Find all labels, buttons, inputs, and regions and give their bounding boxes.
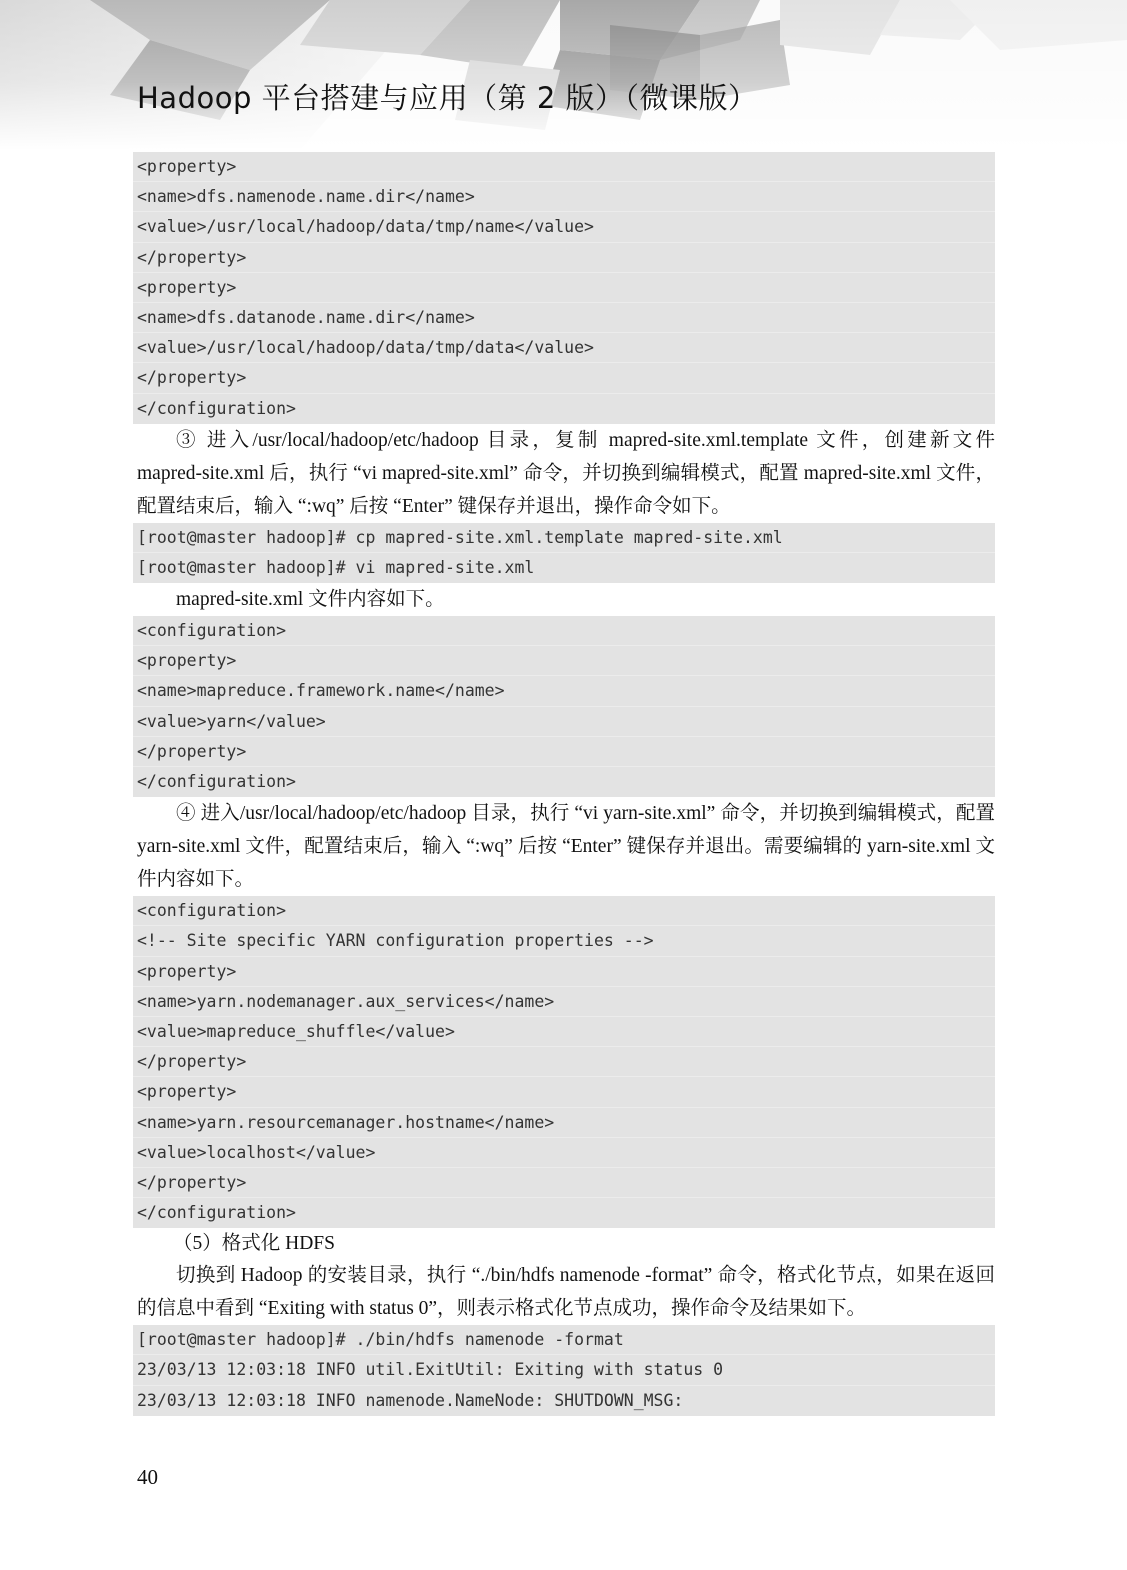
code-line: </property> — [133, 243, 995, 273]
code-line: <value>yarn</value> — [133, 707, 995, 737]
section-heading-format-hdfs: （5）格式化 HDFS — [173, 1233, 335, 1255]
page-content — [133, 152, 995, 1416]
code-line: 23/03/13 12:03:18 INFO util.ExitUtil: Exiting with status 0 — [133, 1355, 995, 1385]
paragraph-mapred-content: mapred-site.xml 文件内容如下。 — [176, 589, 445, 611]
code-line: </property> — [133, 737, 995, 767]
code-line: <value>/usr/local/hadoop/data/tmp/data</value> — [133, 333, 995, 363]
code-line: <name>yarn.resourcemanager.hostname</name> — [133, 1108, 995, 1138]
header-decoration — [0, 0, 1127, 150]
code-line: <name>mapreduce.framework.name</name> — [133, 676, 995, 706]
code-line: </configuration> — [137, 398, 296, 418]
paragraph-step-5: 切换到 Hadoop 的安装目录，执行 “./bin/hdfs namenode -format” 命令，格式化节点，如果在返回的信息中看到 “Exiting with status 0”，则表示格式化节点成功，操作命令及结果如下。 — [137, 1265, 995, 1320]
code-line: <value>mapreduce_shuffle</value> — [133, 1017, 995, 1047]
code-line: <value>/usr/local/hadoop/data/tmp/name</value> — [133, 212, 995, 242]
page-number: 40 — [137, 1465, 158, 1489]
code-line: [root@master hadoop]# ./bin/hdfs namenode -format — [133, 1325, 995, 1355]
code-line: </configuration> — [137, 1203, 296, 1223]
paragraph-step-4: ④ 进入/usr/local/hadoop/etc/hadoop 目录，执行 “vi yarn-site.xml” 命令，并切换到编辑模式，配置 yarn-site.xml 文件，配置结束后，输入 “:wq” 后按 “Enter” 键保存并退出。需要编辑的 yarn-site.xml 文件内容如下。 — [137, 803, 995, 891]
code-line: <name>yarn.nodemanager.aux_services</name> — [133, 987, 995, 1017]
paragraph-step-3: ③ 进入/usr/local/hadoop/etc/hadoop 目录，复制 mapred-site.xml.template 文件，创建新文件 mapred-site.xml 后，执行 “vi mapred-site.xml” 命令，并切换到编辑模式，配置 mapred-site.xml 文件，配置结束后，输入 “:wq” 后按 “Enter” 键保存并退出，操作命令如下。 — [137, 429, 995, 517]
code-line: <property> — [133, 646, 995, 676]
header-decoration-graphic — [0, 0, 1127, 150]
code-line: </property> — [133, 363, 995, 393]
book-title: Hadoop 平台搭建与应用（第 2 版）（微课版） — [137, 81, 758, 115]
code-line: <configuration> — [133, 896, 995, 926]
code-line: [root@master hadoop]# cp mapred-site.xml.template mapred-site.xml — [133, 523, 995, 553]
code-line: <name>dfs.datanode.name.dir</name> — [133, 303, 995, 333]
code-line: <configuration> — [133, 616, 995, 646]
code-line: <property> — [133, 152, 995, 182]
code-line: </property> — [133, 1047, 995, 1077]
code-line: <value>localhost</value> — [133, 1138, 995, 1168]
code-line: <property> — [133, 1077, 995, 1107]
code-block-hdfs-site — [133, 152, 995, 424]
code-line: <property> — [133, 273, 995, 303]
code-line: <!-- Site specific YARN configuration properties --> — [133, 926, 995, 956]
code-block-copy-mapred — [133, 523, 995, 583]
code-line: 23/03/13 12:03:18 INFO namenode.NameNode: SHUTDOWN_MSG: — [137, 1390, 684, 1410]
code-line: <property> — [133, 957, 995, 987]
code-block-format-output — [133, 1325, 995, 1416]
code-line: [root@master hadoop]# vi mapred-site.xml — [137, 557, 535, 577]
code-block-yarn-site — [133, 896, 995, 1228]
code-line: </configuration> — [137, 772, 296, 791]
code-block-mapred-site — [133, 616, 995, 797]
code-line: <name>dfs.namenode.name.dir</name> — [133, 182, 995, 212]
code-line: </property> — [133, 1168, 995, 1198]
